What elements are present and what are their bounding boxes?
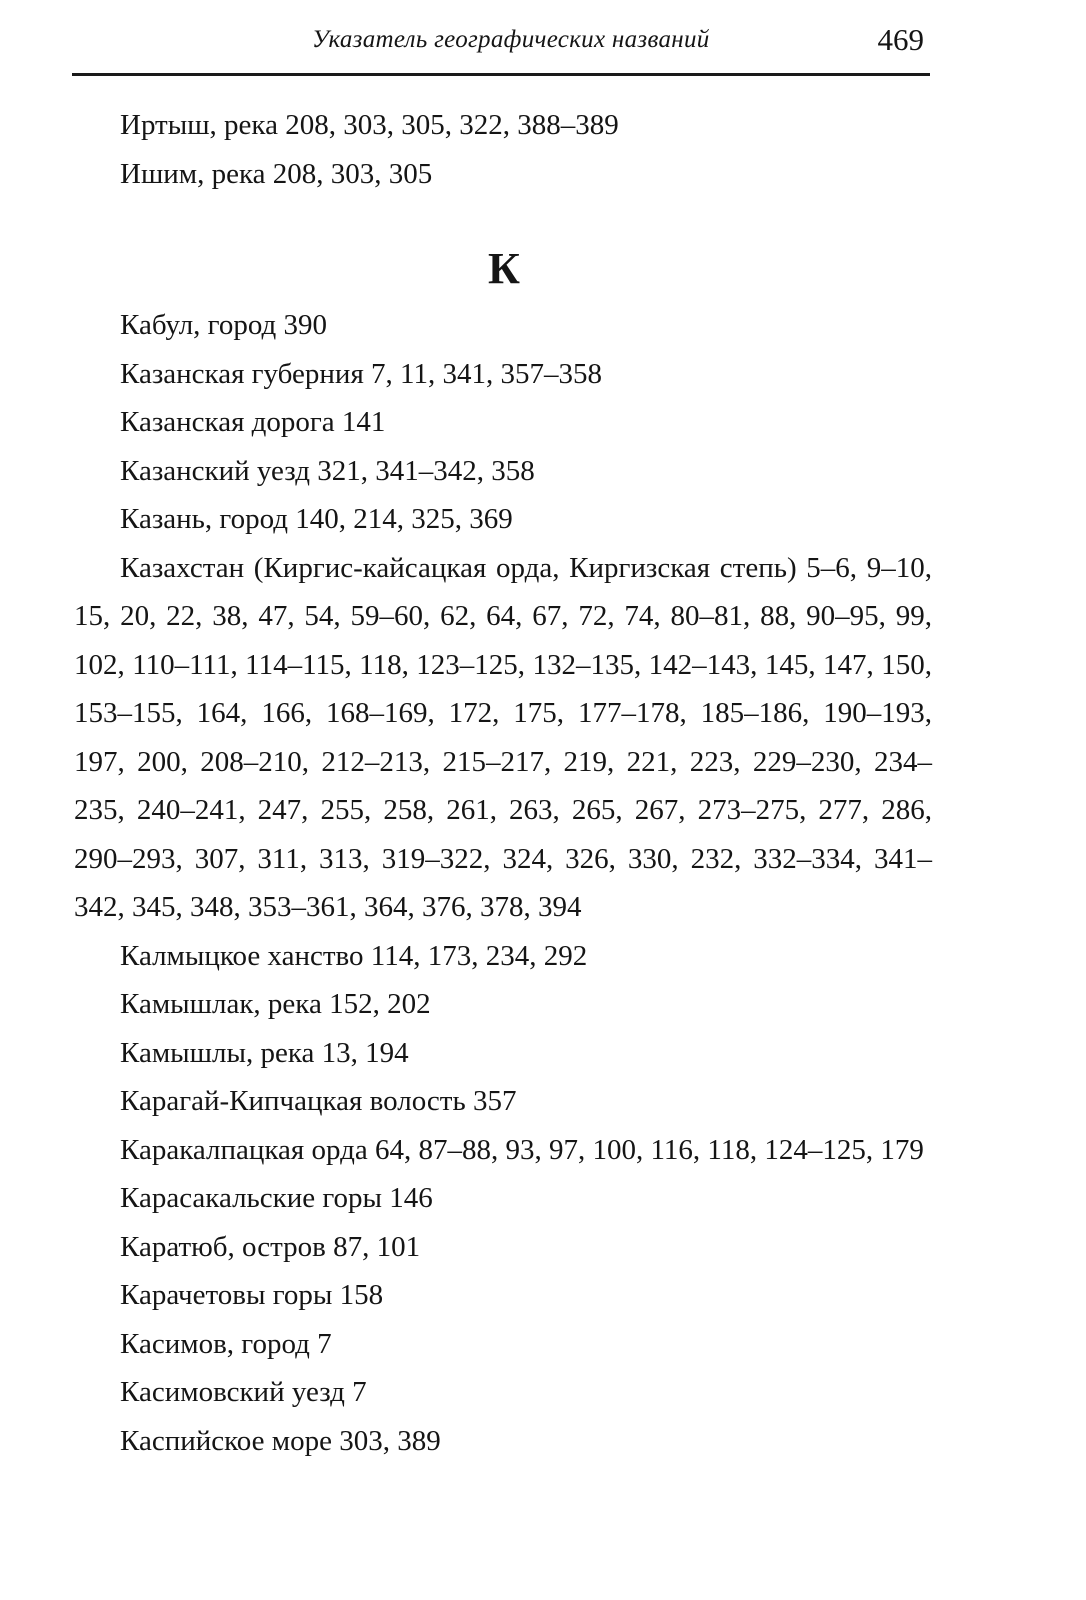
index-entry: Казанская дорога 141: [120, 406, 386, 438]
section-letter-heading: К: [488, 244, 520, 293]
index-body: [74, 101, 932, 1465]
index-entry: Карагай-Кипчацкая волость 357: [120, 1085, 517, 1117]
index-entry: Иртыш, река 208, 303, 305, 322, 388–389: [120, 109, 619, 141]
index-entry: Кабул, город 390: [120, 309, 328, 341]
header-rule: [72, 73, 930, 76]
index-entry: Касимовский уезд 7: [120, 1376, 367, 1408]
index-entry: Казанский уезд 321, 341–342, 358: [120, 454, 535, 487]
index-entry: Калмыцкое ханство 114, 173, 234, 292: [120, 939, 588, 972]
index-entry: Казанская губерния 7, 11, 341, 357–358: [120, 357, 602, 390]
index-entry: Ишим, река 208, 303, 305: [120, 157, 433, 190]
index-entry: Касимов, город 7: [120, 1327, 332, 1360]
index-entry: Карачетовы горы 158: [120, 1279, 384, 1311]
index-entry-multiline: Казахстан (Киргис-кайсацкая орда, Киргизская степь) 5–6, 9–10, 15, 20, 22, 38, 47, 54, 59–60, 62, 64, 67, 72, 74, 80–81, 88, 90–95, 99, 102, 110–111, 114–115, 118, 123–125, 132–135, 142–143, 145, 147, 150, 153–155, 164, 166, 168–169, 172, 175, 177–178, 185–186, 190–193, 197, 200, 208–210, 212–213, 215–217, 219, 221, 223, 229–230, 234–235, 240–241, 247, 255, 258, 261, 263, 265, 267, 273–275, 277, 286, 290–293, 307, 311, 313, 319–322, 324, 326, 330, 232, 332–334, 341–342, 345, 348, 353–361, 364, 376, 378, 394: [74, 551, 932, 923]
index-entry: Карасакальские горы 146: [120, 1182, 433, 1214]
index-entry: Камышлак, река 152, 202: [120, 988, 431, 1020]
index-entry: Казань, город 140, 214, 325, 369: [120, 503, 513, 535]
index-entry: Камышлы, река 13, 194: [120, 1036, 409, 1069]
index-entry: Каспийское море 303, 389: [120, 1424, 441, 1457]
index-entry: Каратюб, остров 87, 101: [120, 1230, 421, 1263]
page-number: 469: [877, 22, 924, 57]
index-entry: Каракалпацкая орда 64, 87–88, 93, 97, 100, 116, 118, 124–125, 179: [120, 1133, 924, 1166]
running-head: Указатель географических названий: [312, 26, 710, 53]
